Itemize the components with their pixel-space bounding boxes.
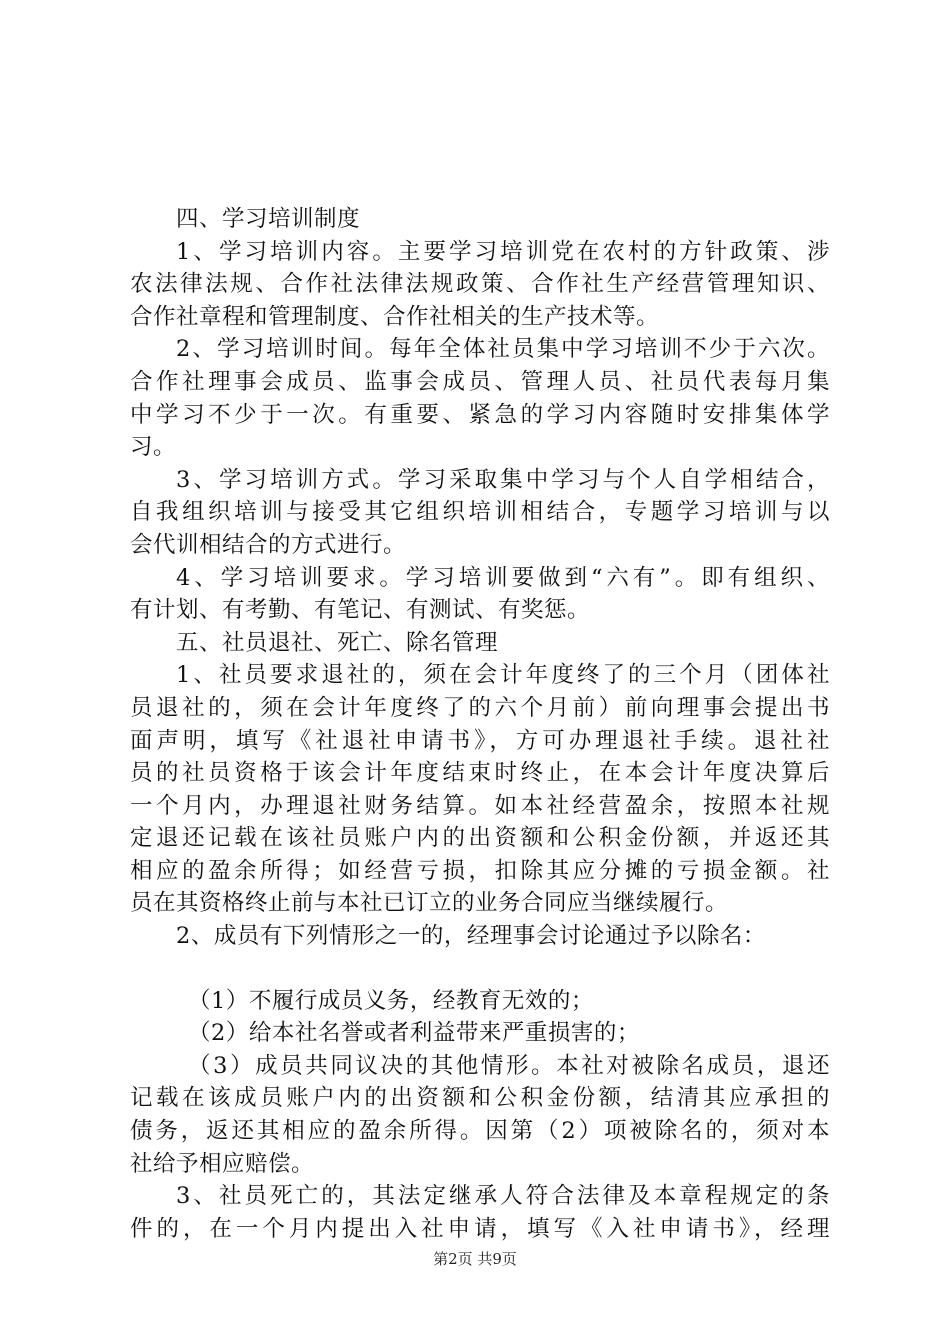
paragraph-line: 有计划、有考勤、有笔记、有测试、有奖惩。	[130, 597, 591, 624]
paragraph-line: 1、社员要求退社的，须在会计年度终了的三个月（团体社	[176, 662, 830, 689]
list-item: （2）给本社名誉或者利益带来严重损害的；	[188, 1020, 640, 1047]
paragraph-line: 相应的盈余所得；如经营亏损，扣除其应分摊的亏损金额。社	[130, 857, 830, 884]
paragraph-line: 2、学习培训时间。每年全体社员集中学习培训不少于六次。	[176, 336, 830, 363]
paragraph-line: 合作社章程和管理制度、合作社相关的生产技术等。	[130, 303, 660, 330]
paragraph-line: 会代训相结合的方式进行。	[130, 531, 407, 558]
blank-spacer	[130, 953, 830, 985]
paragraph-line: 一个月内，办理退社财务结算。如本社经营盈余，按照本社规	[130, 792, 830, 819]
page-footer: 第2页 共9页	[433, 1250, 517, 1268]
paragraph-line: 习。	[130, 434, 177, 461]
paragraph-line: 面声明，填写《社退社申请书》，方可办理退社手续。退社社	[130, 727, 830, 754]
paragraph-line: 社给予相应赔偿。	[130, 1150, 315, 1177]
paragraph-line: 件的，在一个月内提出入社申请，填写《入社申请书》，经理	[130, 1215, 830, 1242]
paragraph-line: 3、学习培训方式。学习采取集中学习与个人自学相结合，	[176, 466, 830, 493]
section-heading-study-training: 四、学习培训制度	[176, 206, 361, 232]
paragraph-line: 3、社员死亡的，其法定继承人符合法律及本章程规定的条	[176, 1183, 830, 1210]
paragraph-line: 自我组织培训与接受其它组织培训相结合，专题学习培训与以	[130, 499, 830, 526]
section-heading-member-withdrawal: 五、社员退社、死亡、除名管理	[176, 629, 499, 656]
paragraph-line: 农法律法规、合作社法律法规政策、合作社生产经营管理知识、	[130, 271, 830, 298]
paragraph-line: 2、成员有下列情形之一的，经理事会讨论通过予以除名：	[176, 923, 766, 950]
paragraph-line: 合作社理事会成员、监事会成员、管理人员、社员代表每月集	[130, 368, 830, 395]
paragraph-line: 员的社员资格于该会计年度结束时终止，在本会计年度决算后	[130, 760, 830, 787]
paragraph-line: 中学习不少于一次。有重要、紧急的学习内容随时安排集体学	[130, 401, 830, 428]
list-item: （1）不履行成员义务，经教育无效的；	[188, 987, 594, 1014]
paragraph-line: 4、学习培训要求。学习培训要做到“六有”。即有组织、	[176, 564, 830, 591]
paragraph-line: 记载在该成员账户内的出资额和公积金份额，结清其应承担的	[130, 1085, 830, 1112]
list-item: （3）成员共同议决的其他情形。本社对被除名成员，退还	[188, 1052, 830, 1079]
paragraph-line: 员在其资格终止前与本社已订立的业务合同应当继续履行。	[130, 890, 729, 917]
paragraph-line: 1、学习培训内容。主要学习培训党在农村的方针政策、涉	[176, 238, 830, 265]
paragraph-line: 定退还记载在该社员账户内的出资额和公积金份额，并返还其	[130, 825, 830, 852]
paragraph-line: 债务，返还其相应的盈余所得。因第（2）项被除名的，须对本	[130, 1118, 830, 1145]
document-body	[130, 203, 830, 1245]
paragraph-line: 员退社的，须在会计年度终了的六个月前）前向理事会提出书	[130, 694, 830, 721]
